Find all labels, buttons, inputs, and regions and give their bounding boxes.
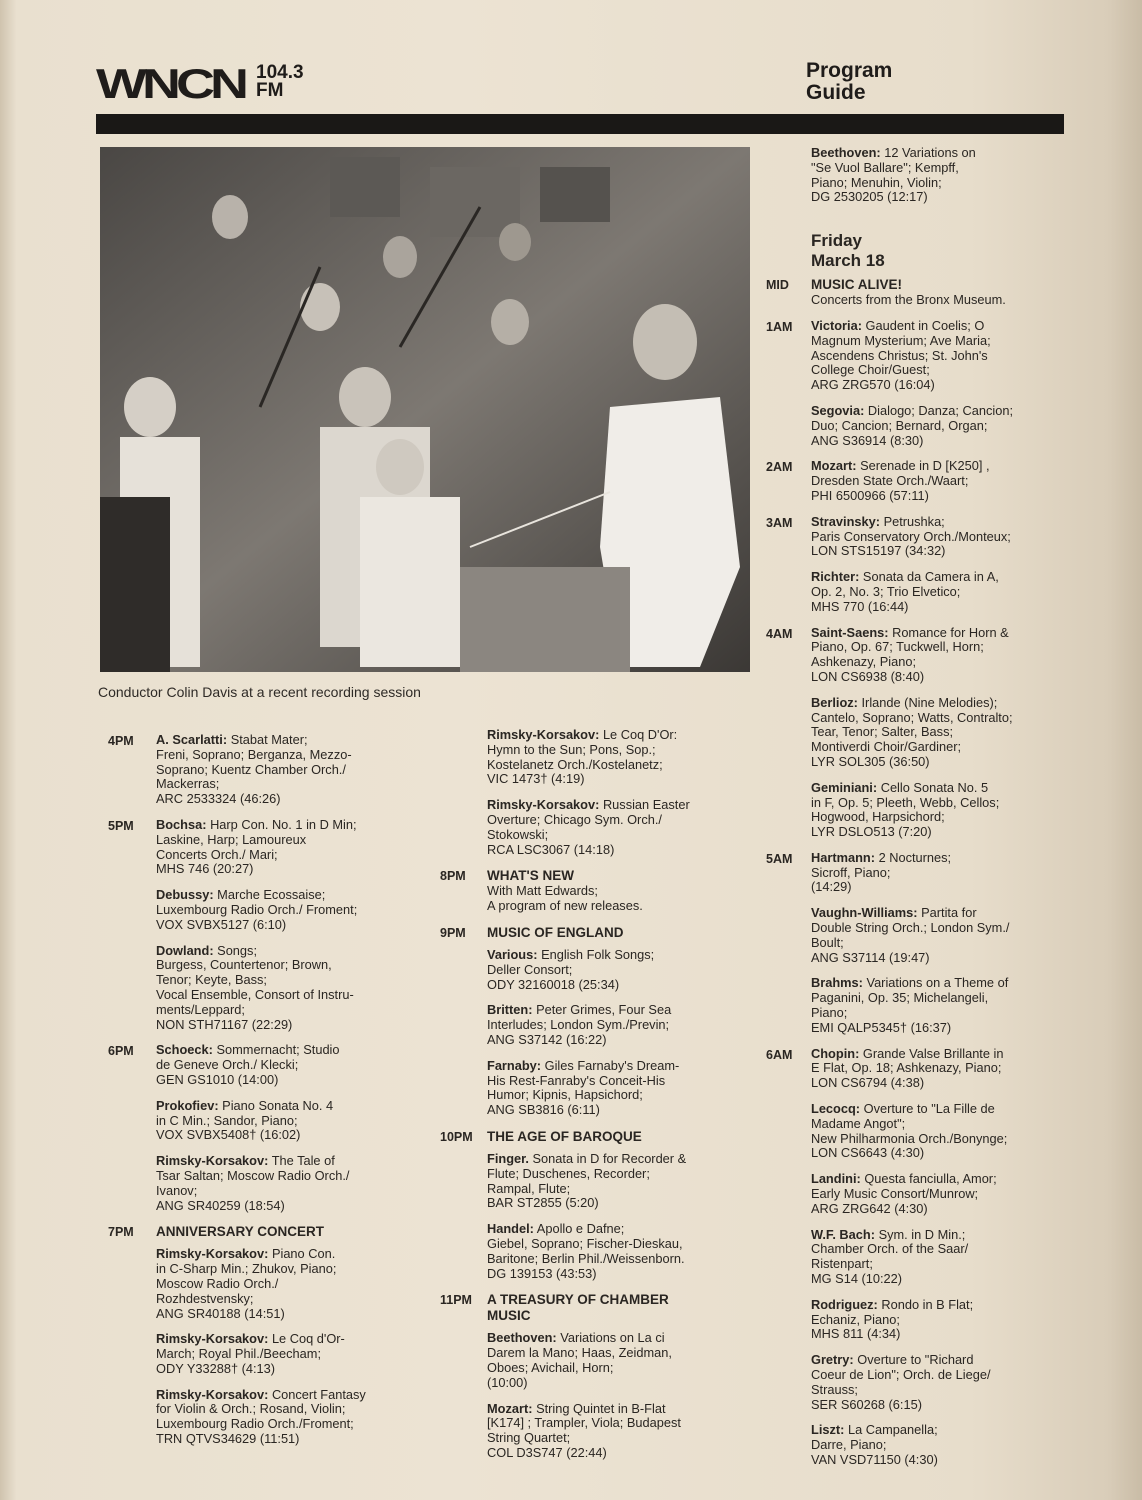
schedule-entry (108, 1332, 408, 1376)
work-details: Apollo e Dafne; Giebel, Soprano; Fischer-Dieskau, Baritone; Berlin Phil./Weissenborn. DG 139153 (43:53) (487, 1221, 685, 1281)
schedule-entry (766, 781, 1066, 840)
composer-name: Farnaby: (487, 1057, 542, 1073)
composer-name: Segovia: (811, 402, 865, 418)
work-details: La Campanella; Darre, Piano; VAN VSD71150 (4:30) (811, 1422, 938, 1467)
listing (811, 1423, 1066, 1467)
schedule-entry (440, 1003, 740, 1047)
listing (156, 733, 408, 807)
composer-name: Rimsky-Korsakov: (156, 1153, 269, 1169)
composer-name: Rodriguez: (811, 1296, 878, 1312)
work-details: Le Coq D'Or: Hymn to the Sun; Pons, Sop.; Kostelanetz Orch./Kostelanetz; VIC 1473† (4:19) (487, 727, 678, 787)
work-details: Grande Valse Brillante in E Flat, Op. 18; Ashkenazy, Piano; LON CS6794 (4:38) (811, 1045, 1004, 1091)
composer-name: Liszt: (811, 1422, 845, 1438)
title-line-2: Guide (806, 81, 866, 104)
header-rule (96, 114, 1064, 134)
program-description: Concerts from the Bronx Museum. (811, 292, 1006, 308)
work-details: The Tale of Tsar Saltan; Moscow Radio Orch./ Ivanov; ANG SR40259 (18:54) (156, 1153, 350, 1213)
work-details: Cello Sonata No. 5 in F, Op. 5; Pleeth, Webb, Cellos; Hogwood, Harpsichord; LYR DSLO513 (7:20) (811, 779, 1000, 840)
composer-name: Debussy: (156, 887, 214, 903)
program-title: WHAT'S NEW (487, 868, 574, 884)
time-slot: 6PM (108, 1044, 134, 1059)
time-slot: 4AM (766, 626, 793, 641)
work-details: Variations on a Theme of Paganini, Op. 35; Michelangeli, Piano; EMI QALP5345† (16:37) (811, 975, 1009, 1035)
work-details: Sommernacht; Studio de Geneve Orch./ Klecki; GEN GS1010 (14:00) (156, 1042, 340, 1087)
program-title: ANNIVERSARY CONCERT (156, 1224, 325, 1240)
frequency-band: FM (256, 80, 284, 101)
listing (156, 888, 408, 932)
composer-name: Mozart: (487, 1400, 533, 1416)
listing (156, 944, 408, 1033)
schedule-entry (766, 976, 1066, 1035)
work-details: Gaudent in Coelis; O Magnum Mysterium; Ave Maria; Ascendens Christus; St. John's College Choir/Guest; ARG ZRG570 (16:04) (811, 317, 991, 393)
schedule-entry (766, 231, 1066, 271)
orchestra-photo (100, 147, 750, 672)
listing (487, 948, 740, 992)
work-details: Partita for Double String Orch.; London Sym./ Boult; ANG S37114 (19:47) (811, 905, 1010, 965)
listing (487, 1152, 740, 1211)
work-details: String Quintet in B-Flat [K174] ; Trampler, Viola; Budapest String Quartet; COL D3S747 (22:44) (487, 1400, 681, 1460)
schedule-entry (766, 459, 1066, 503)
composer-name: Mozart: (811, 458, 857, 474)
listing (487, 1402, 740, 1461)
schedule-entry (766, 1353, 1066, 1412)
composer-name: Rimsky-Korsakov: (487, 797, 600, 813)
listing (156, 1043, 408, 1087)
schedule-entry (766, 1047, 1066, 1091)
composer-name: Chopin: (811, 1045, 860, 1061)
work-details: Songs; Burgess, Countertenor; Brown, Tenor; Keyte, Bass; Vocal Ensemble, Consort of Instru- ments/Leppard; NON STH71167 (22:29) (156, 942, 354, 1032)
schedule-entry (766, 626, 1066, 685)
schedule-entry (108, 1099, 408, 1143)
logo-frequency (256, 64, 304, 100)
time-slot: 4PM (108, 734, 134, 748)
schedule-column-1 (108, 733, 408, 1458)
composer-name: Beethoven: (487, 1330, 557, 1346)
work-details: Le Coq d'Or- March; Royal Phil./Beecham; ODY Y33288† (4:13) (156, 1331, 345, 1376)
time-slot: 5PM (108, 818, 134, 833)
schedule-entry (440, 1331, 740, 1390)
time-slot: 5AM (766, 851, 793, 866)
composer-name: Rimsky-Korsakov: (156, 1246, 269, 1262)
schedule-entry (766, 404, 1066, 448)
time-slot: 9PM (440, 925, 466, 940)
listing (811, 851, 1066, 895)
composer-name: A. Scarlatti: (156, 732, 228, 747)
listing (811, 515, 1066, 559)
schedule-entry (440, 798, 740, 857)
program-description: With Matt Edwards; A program of new releases. (487, 883, 643, 914)
schedule-entry (766, 906, 1066, 965)
listing (811, 1353, 1066, 1412)
listing (811, 570, 1066, 614)
composer-name: Vaughn-Williams: (811, 905, 918, 921)
listing (811, 1228, 1066, 1287)
schedule-entry (108, 944, 408, 1033)
schedule-entry (766, 319, 1066, 393)
schedule-entry (766, 1298, 1066, 1342)
listing (156, 818, 408, 877)
listing (811, 1102, 1066, 1161)
schedule-entry (766, 696, 1066, 770)
listing (811, 906, 1066, 965)
listing (811, 1298, 1066, 1342)
listing (487, 1003, 740, 1047)
time-slot: 11PM (440, 1293, 472, 1308)
work-details: Sym. in D Min.; Chamber Orch. of the Saar/ Ristenpart; MG S14 (10:22) (811, 1226, 969, 1287)
schedule-entry (440, 1402, 740, 1461)
work-details: Stabat Mater; Freni, Soprano; Berganza, Mezzo- Soprano; Kuentz Chamber Orch./ Mackerras; ARC 2533324 (46:26) (156, 732, 352, 807)
schedule-entry (440, 1059, 740, 1118)
schedule-entry (440, 1129, 740, 1145)
composer-name: Prokofiev: (156, 1097, 219, 1113)
listing (811, 404, 1066, 448)
photo-caption: Conductor Colin Davis at a recent recording session (98, 684, 421, 700)
page-title (806, 60, 892, 104)
composer-name: Richter: (811, 569, 860, 585)
listing (156, 1154, 408, 1213)
schedule-entry (440, 925, 740, 941)
schedule-entry (766, 1102, 1066, 1161)
work-details: Sonata in D for Recorder & Flute; Duschenes, Recorder; Rampal, Flute; BAR ST2855 (5:20) (487, 1150, 687, 1211)
work-details: Questa fanciulla, Amor; Early Music Consort/Munrow; ARG ZRG642 (4:30) (811, 1171, 997, 1216)
schedule-entry (440, 1152, 740, 1211)
listing (487, 1059, 740, 1118)
work-details: Sonata da Camera in A, Op. 2, No. 3; Trio Elvetico; MHS 770 (16:44) (811, 569, 999, 614)
schedule-entry (766, 1172, 1066, 1216)
schedule-entry (108, 888, 408, 932)
schedule-entry (766, 570, 1066, 614)
program-title: MUSIC ALIVE! (811, 277, 902, 293)
listing (811, 1047, 1066, 1091)
time-slot: 6AM (766, 1047, 793, 1062)
composer-name: Rimsky-Korsakov: (487, 727, 600, 742)
composer-name: Various: (487, 946, 538, 962)
work-details: Peter Grimes, Four Sea Interludes; London Sym./Previn; ANG S37142 (16:22) (487, 1002, 672, 1047)
work-details: Variations on La ci Darem la Mano; Haas, Zeidman, Oboes; Avichail, Horn; (10:00) (487, 1330, 672, 1390)
listing (487, 728, 740, 787)
composer-name: Berlioz: (811, 694, 858, 710)
work-details: Piano Sonata No. 4 in C Min.; Sandor, Piano; VOX SVBX5408† (16:02) (156, 1097, 334, 1143)
work-details: Concert Fantasy for Violin & Orch.; Rosand, Violin; Luxembourg Radio Orch./Froment; TRN QTVS34629 (11:51) (156, 1386, 366, 1447)
work-details: Dialogo; Danza; Cancion; Duo; Cancion; Bernard, Organ; ANG S36914 (8:30) (811, 402, 1014, 448)
schedule-column-3 (766, 146, 1066, 1479)
schedule-entry (440, 868, 740, 914)
time-slot: 3AM (766, 515, 793, 530)
schedule-entry (766, 515, 1066, 559)
work-details: Overture to "Richard Coeur de Lion"; Orch. de Liege/ Strauss; SER S60268 (6:15) (811, 1352, 991, 1412)
schedule-entry (108, 1247, 408, 1321)
schedule-entry (108, 818, 408, 877)
work-details: Rondo in B Flat; Echaniz, Piano; MHS 811 (4:34) (811, 1296, 974, 1342)
composer-name: Britten: (487, 1002, 533, 1018)
work-details: Petrushka; Paris Conservatory Orch./Monteux; LON STS15197 (34:32) (811, 513, 1011, 559)
schedule-entry (440, 948, 740, 992)
composer-name: Brahms: (811, 975, 863, 991)
listing (487, 798, 740, 857)
program-title: THE AGE OF BAROQUE (487, 1128, 642, 1144)
schedule-entry (440, 1292, 740, 1324)
time-slot: 7PM (108, 1225, 134, 1240)
composer-name: W.F. Bach: (811, 1226, 875, 1242)
listing (811, 781, 1066, 840)
composer-name: Rimsky-Korsakov: (156, 1386, 269, 1402)
day-heading: Friday March 18 (811, 231, 885, 271)
schedule-entry (108, 733, 408, 807)
schedule-entry (108, 1388, 408, 1447)
title-line-1: Program (806, 59, 893, 82)
composer-name: Saint-Saens: (811, 624, 889, 640)
listing (156, 1332, 408, 1376)
work-details: Romance for Horn & Piano, Op. 67; Tuckwell, Horn; Ashkenazy, Piano; LON CS6938 (8:40) (811, 624, 1009, 684)
schedule-entry (766, 1228, 1066, 1287)
composer-name: Rimsky-Korsakov: (156, 1331, 269, 1347)
composer-name: Landini: (811, 1171, 861, 1187)
composer-name: Dowland: (156, 942, 214, 958)
listing (811, 696, 1066, 770)
composer-name: Victoria: (811, 317, 862, 333)
work-details: English Folk Songs; Deller Consort; ODY 32160018 (25:34) (487, 946, 655, 992)
composer-name: Bochsa: (156, 816, 207, 832)
work-details: Piano Con. in C-Sharp Min.; Zhukov, Piano; Moscow Radio Orch./ Rozhdestvensky; ANG SR40188 (14:51) (156, 1246, 337, 1321)
listing (156, 1099, 408, 1143)
work-details: Giles Farnaby's Dream- His Rest-Fanraby's Conceit-His Humor; Kipnis, Hapsichord; ANG SB3816 (6:11) (487, 1057, 680, 1118)
composer-name: Finger. (487, 1150, 529, 1166)
composer-name: Gretry: (811, 1352, 854, 1368)
schedule-entry (108, 1154, 408, 1213)
schedule-entry (766, 851, 1066, 895)
schedule-entry (108, 1224, 408, 1240)
work-details: Serenade in D [K250] , Dresden State Orch./Waart; PHI 6500966 (57:11) (811, 458, 990, 503)
composer-name: Stravinsky: (811, 513, 880, 529)
composer-name: Handel: (487, 1221, 534, 1237)
work-details: Marche Ecossaise; Luxembourg Radio Orch./ Froment; VOX SVBX5127 (6:10) (156, 887, 358, 932)
time-slot: 2AM (766, 460, 793, 475)
photo-illustration (100, 147, 750, 672)
composer-name: Schoeck: (156, 1042, 213, 1058)
listing (156, 1388, 408, 1447)
composer-name: Lecocq: (811, 1101, 861, 1117)
time-slot: 8PM (440, 869, 466, 884)
work-details: Harp Con. No. 1 in D Min; Laskine, Harp; Lamoureux Concerts Orch./ Mari; MHS 746 (20:27) (156, 816, 357, 877)
logo-letters: WNCN (96, 60, 244, 108)
program-title: MUSIC OF ENGLAND (487, 924, 624, 940)
composer-name: Geminiani: (811, 779, 878, 795)
work-details: 2 Nocturnes; Sicroff, Piano; (14:29) (811, 849, 952, 895)
composer-name: Beethoven: (811, 145, 881, 160)
time-slot: 1AM (766, 319, 793, 334)
listing (811, 319, 1066, 393)
listing (156, 1247, 408, 1321)
program-title: A TREASURY OF CHAMBER MUSIC (487, 1292, 669, 1324)
time-slot: MID (766, 278, 789, 293)
work-details: 12 Variations on "Se Vuol Ballare"; Kempff, Piano; Menuhin, Violin; DG 2530205 (12:17) (811, 145, 976, 205)
listing (487, 1331, 740, 1390)
work-details: Russian Easter Overture; Chicago Sym. Orch./ Stokowski; RCA LSC3067 (14:18) (487, 797, 690, 857)
work-details: Overture to "La Fille de Madame Angot"; New Philharmonia Orch./Bonynge; LON CS6643 (4:30) (811, 1101, 1008, 1161)
schedule-entry (766, 277, 1066, 308)
schedule-entry (766, 1423, 1066, 1467)
work-details: Irlande (Nine Melodies); Cantelo, Soprano; Watts, Contralto; Tear, Tenor; Salter, Bass; Montiverdi Choir/Gardiner; LYR SOL305 (36:50) (811, 694, 1013, 769)
listing (811, 976, 1066, 1035)
composer-name: Hartmann: (811, 849, 875, 865)
listing (811, 1172, 1066, 1216)
frequency-number: 104.3 (256, 62, 304, 83)
schedule-entry (440, 1222, 740, 1281)
listing (811, 459, 1066, 503)
time-slot: 10PM (440, 1129, 473, 1144)
page-binding (0, 0, 16, 1500)
schedule-entry (108, 1043, 408, 1087)
listing (487, 1222, 740, 1281)
schedule-entry (766, 146, 1066, 205)
listing (811, 626, 1066, 685)
listing (811, 146, 1066, 205)
schedule-column-2 (440, 728, 740, 1472)
schedule-entry (440, 728, 740, 787)
